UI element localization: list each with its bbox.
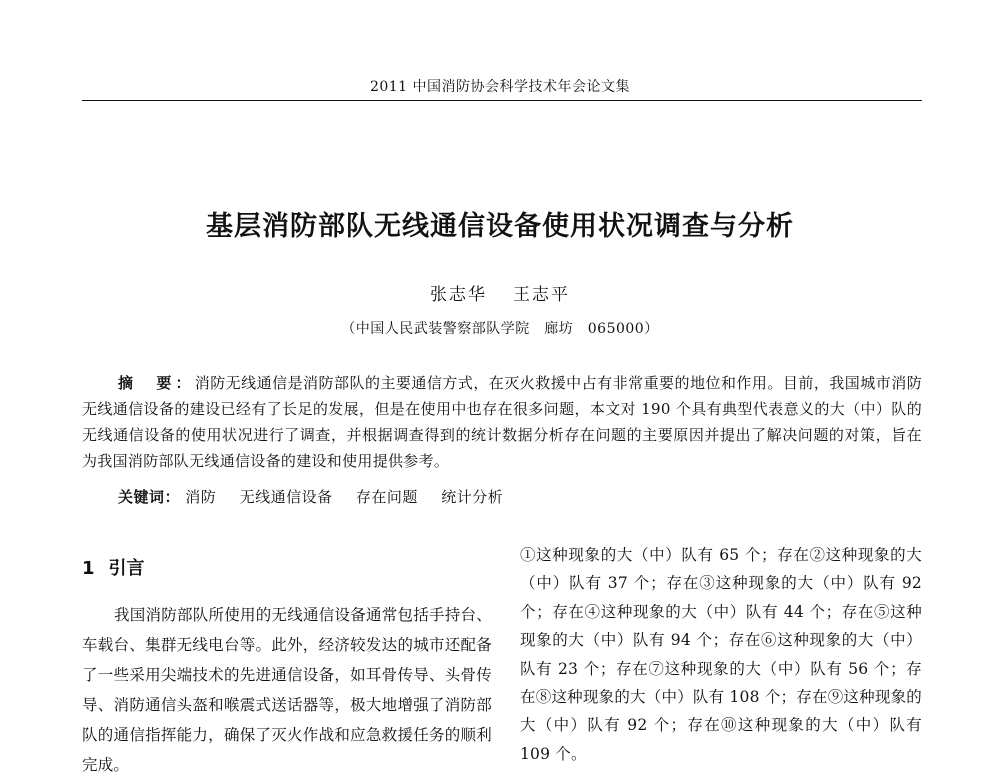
author-2: 王志平: [513, 285, 570, 305]
running-header: 2011 中国消防协会科学技术年会论文集: [369, 79, 631, 95]
keyword-3: 存在问题: [355, 488, 418, 506]
right-column-paragraph: ①这种现象的大（中）队有 65 个；存在②这种现象的大（中）队有 37 个；存在③这种现象的大（中）队有 92 个；存在④这种现象的大（中）队有 44 个；存在⑤这种现象的大（中）队有 94 个；存在⑥这种现象的大（中）队有 23 个；存在⑦这种现象的大（中）队有 56 个；存在⑧这种现象的大（中）队有 108 个；存在⑨这种现象的大（中）队有 92 个；存在⑩这种现象的大（中）队有 109 个。: [520, 546, 922, 763]
keywords: [118, 486, 918, 507]
section-number: 1: [82, 558, 95, 579]
keyword-1: 消防: [185, 488, 217, 506]
abstract: [82, 370, 922, 474]
keyword-2: 无线通信设备: [239, 488, 333, 506]
paper-title: 基层消防部队无线通信设备使用状况调查与分析: [206, 211, 794, 242]
section-title: 引言: [108, 558, 145, 579]
keyword-4: 统计分析: [441, 488, 504, 506]
section-heading-introduction: [82, 554, 145, 580]
header-rule: [82, 100, 922, 101]
author-1: 张志华: [430, 285, 487, 305]
affiliation: （中国人民武装警察部队学院 廊坊 065000）: [341, 321, 659, 337]
left-column-paragraph: 我国消防部队所使用的无线通信设备通常包括手持台、车载台、集群无线电台等。此外，经济较发达的城市还配备了一些采用尖端技术的先进通信设备，如耳骨传导、头骨传导、消防通信头盔和喉震式送话器等，极大地增强了消防部队的通信指挥能力，确保了灭火作战和应急救援任务的顺利完成。: [82, 606, 492, 774]
authors: [0, 280, 1000, 305]
keywords-label: 关键词：: [118, 488, 181, 506]
abstract-label: 摘 要：: [118, 374, 195, 392]
abstract-text: 消防无线通信是消防部队的主要通信方式，在灭火救援中占有非常重要的地位和作用。目前，我国城市消防无线通信设备的建设已经有了长足的发展，但是在使用中也存在很多问题，本文对 190 个具有典型代表意义的大（中）队的无线通信设备的使用状况进行了调查，并根据调查得到的统计数据分析存在问题的主要原因并提出了解决问题的对策，旨在为我国消防部队无线通信设备的建设和使用提供参考。: [82, 374, 922, 470]
